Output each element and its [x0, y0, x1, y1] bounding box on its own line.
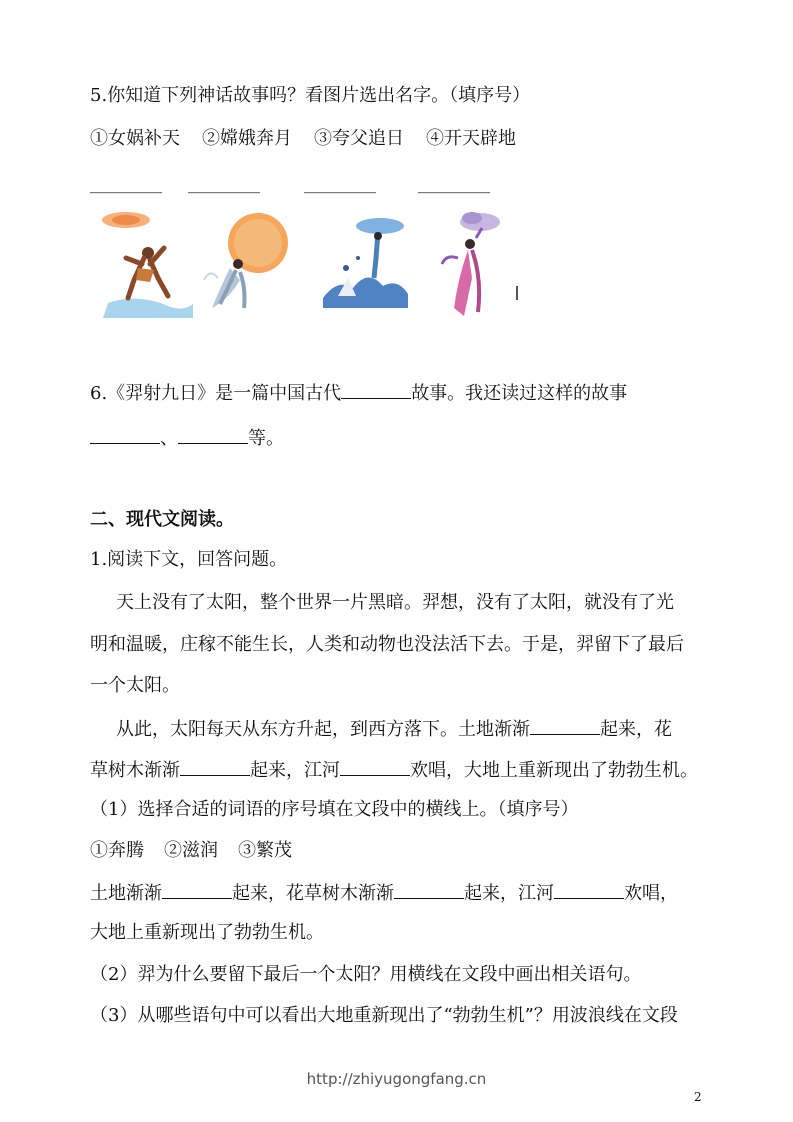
word-option-1: ①奔腾	[90, 840, 144, 861]
q6-blank-story-2	[178, 425, 248, 444]
kuafu-chasing-sun-image	[98, 208, 198, 323]
passage-blank-1	[530, 716, 600, 735]
change-ascending-image	[428, 208, 523, 323]
passage-text: 起来，花	[600, 719, 672, 740]
q6-separator: 、	[160, 428, 178, 449]
fill-blank-1	[162, 880, 232, 899]
q5-blank-3: ________	[304, 173, 376, 194]
sub-question-1-options	[90, 839, 292, 863]
q6-text-b: 故事。我还读过这样的故事	[411, 383, 628, 404]
fill-blank-3	[554, 880, 624, 899]
passage-para1-line2: 明和温暖，庄稼不能生长，人类和动物也没法活下去。于是，羿留下了最后	[90, 634, 684, 655]
passage-para1-line3: 一个太阳。	[90, 675, 180, 696]
fill-blank-2	[394, 880, 464, 899]
sub-question-1: （1）选择合适的词语的序号填在文段中的横线上。（填序号）	[90, 799, 579, 820]
section-2-title: 二、现代文阅读。	[90, 509, 234, 530]
q6-line-2	[90, 425, 284, 451]
fill-text: 起来，江河	[464, 883, 554, 904]
q6-blank-genre	[341, 380, 411, 399]
passage-blank-3	[340, 757, 410, 776]
q5-blank-4: ________	[418, 173, 490, 194]
passage-text: 草树木渐渐	[90, 760, 180, 781]
page-number: 2	[694, 1090, 702, 1104]
passage-text: 欢唱，大地上重新现出了勃勃生机。	[410, 760, 698, 781]
section-2-q1: 1.阅读下文，回答问题。	[90, 549, 288, 570]
q5-blank-2: ________	[188, 173, 260, 194]
fill-text: 土地渐渐	[90, 883, 162, 904]
word-option-3: ③繁茂	[238, 840, 292, 861]
passage-para2-line1	[116, 716, 672, 742]
passage-para2-line2	[90, 757, 698, 783]
fill-text: 欢唱，	[624, 883, 678, 904]
fill-line-1	[90, 880, 678, 906]
q5-options	[90, 127, 516, 151]
passage-text: 起来，江河	[250, 760, 340, 781]
passage-para1-line1: 天上没有了太阳，整个世界一片黑暗。羿想，没有了太阳，就没有了光	[116, 592, 674, 613]
fill-text: 起来，花草树木渐渐	[232, 883, 394, 904]
word-option-2: ②滋润	[164, 840, 218, 861]
q5-option-4: ④开天辟地	[426, 128, 516, 149]
q6-text-a: 6.《羿射九日》是一篇中国古代	[90, 383, 342, 404]
change-flying-to-moon-image	[200, 208, 295, 323]
q5-question: 5.你知道下列神话故事吗？看图片选出名字。（填序号）	[90, 85, 531, 106]
sub-question-3: （3）从哪些语句中可以看出大地重新现出了“勃勃生机”？用波浪线在文段	[90, 1005, 678, 1026]
q5-option-1: ①女娲补天	[90, 128, 180, 149]
q5-option-3: ③夸父追日	[314, 128, 404, 149]
sub-question-2: （2）羿为什么要留下最后一个太阳？用横线在文段中画出相关语句。	[90, 964, 642, 985]
passage-blank-2	[180, 757, 250, 776]
fill-line-2: 大地上重新现出了勃勃生机。	[90, 922, 324, 943]
q6-line-1	[90, 380, 627, 406]
q5-blank-1: ________	[90, 173, 162, 194]
q5-option-2: ②嫦娥奔月	[202, 128, 292, 149]
passage-text: 从此，太阳每天从东方升起，到西方落下。土地渐渐	[116, 719, 530, 740]
footer-url: http://zhiyugongfang.cn	[306, 1070, 487, 1088]
q6-blank-story-1	[90, 425, 160, 444]
q6-text-end: 等。	[248, 428, 284, 449]
nuwa-mending-sky-image	[318, 208, 413, 323]
